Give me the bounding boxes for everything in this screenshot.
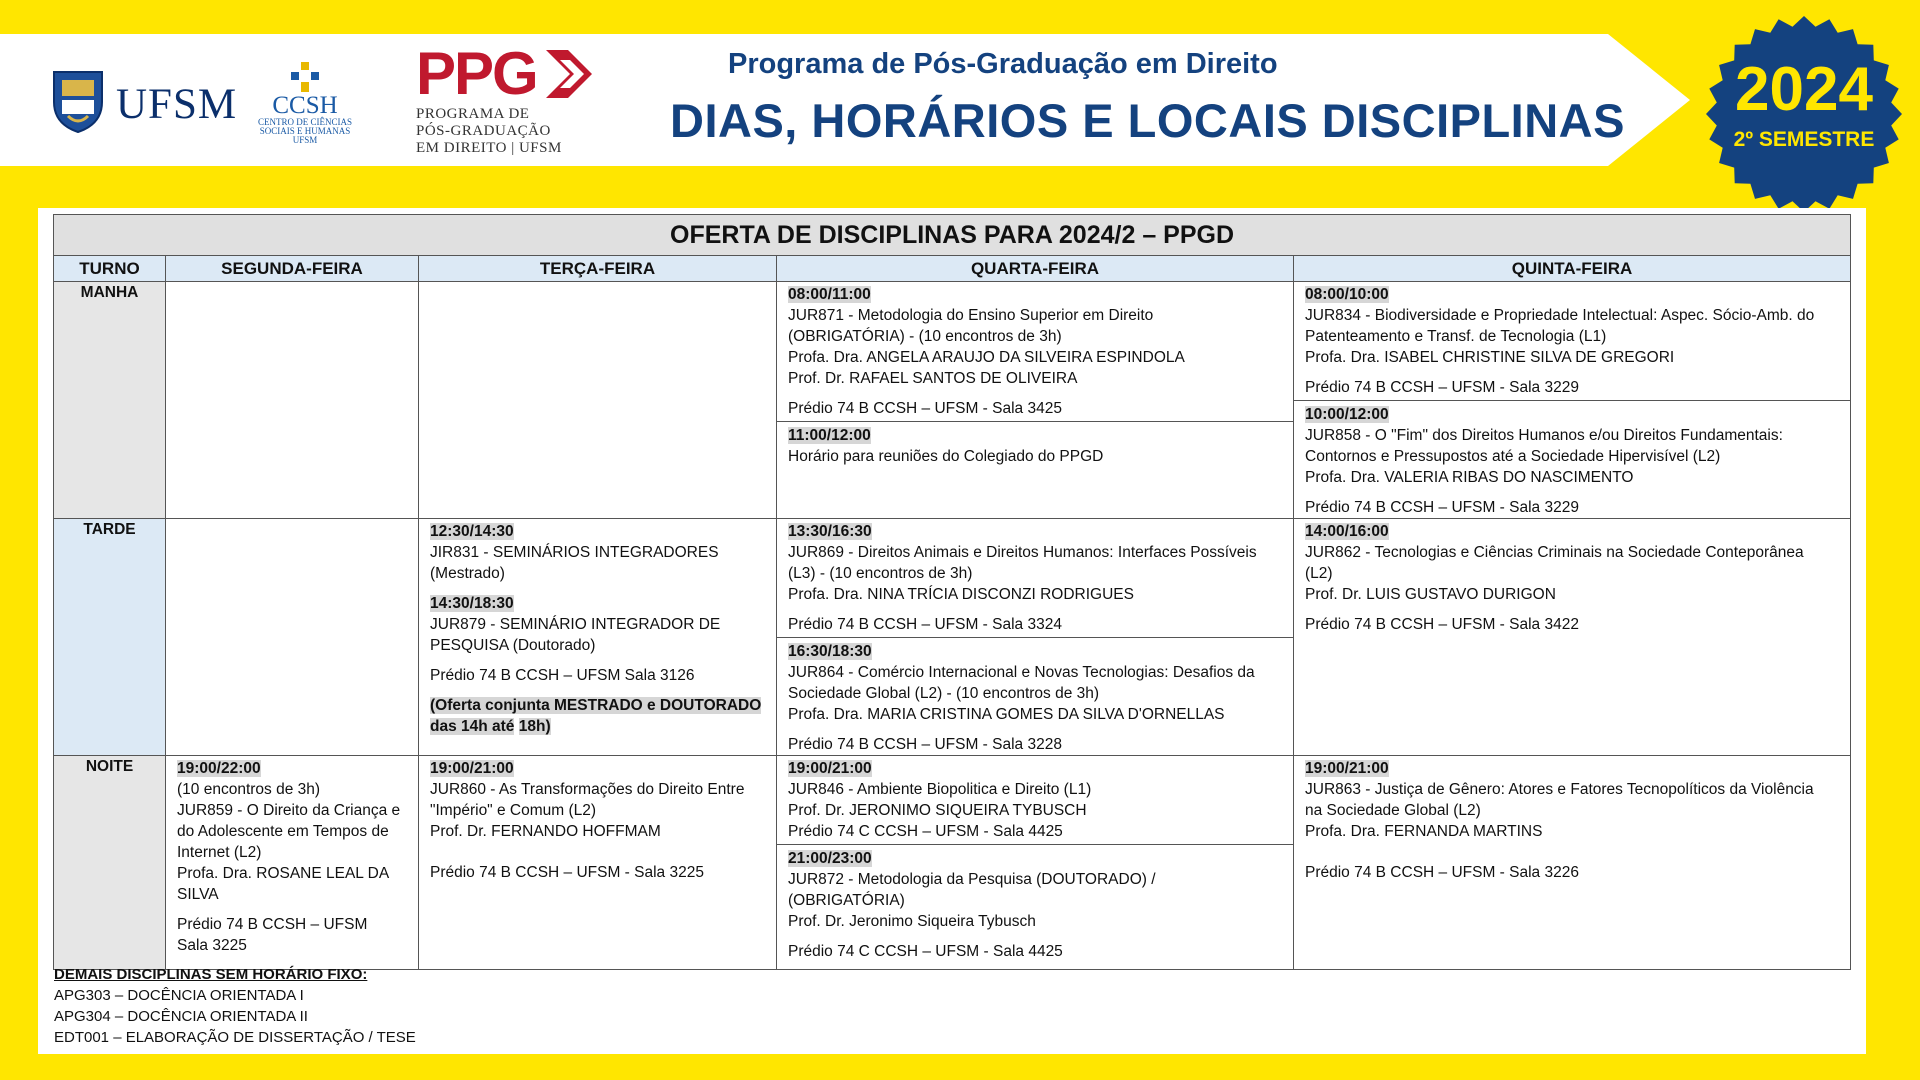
location-line: Prédio 74 B CCSH – UFSM Sala 3126 — [430, 667, 695, 684]
course-line: (OBRIGATÓRIA) - (10 encontros de 3h) — [788, 328, 1062, 345]
location-line: Prédio 74 B CCSH – UFSM - Sala 3422 — [1305, 616, 1579, 633]
cell-manha-terca — [419, 282, 777, 519]
class-block — [788, 521, 1282, 635]
course-line: JUR871 - Metodologia do Ensino Superior em Direito — [788, 307, 1154, 324]
location-line: Prédio 74 B CCSH – UFSM - Sala 3425 — [788, 400, 1062, 417]
location-line: Prédio 74 B CCSH – UFSM - Sala 3229 — [1305, 379, 1579, 396]
footer-item: APG304 – DOCÊNCIA ORIENTADA II — [54, 1008, 308, 1025]
class-block — [1305, 758, 1839, 883]
note-line: 18h) — [518, 718, 551, 735]
cell-tarde-quarta — [777, 519, 1294, 756]
professor-line: Profa. Dra. ISABEL CHRISTINE SILVA DE GREGORI — [1305, 349, 1675, 366]
class-block — [430, 521, 765, 584]
footer-item: EDT001 – ELABORAÇÃO DE DISSERTAÇÃO / TESE — [54, 1029, 416, 1046]
time-slot: 10:00/12:00 — [1305, 406, 1389, 423]
table-row-tarde — [54, 519, 1851, 756]
course-line: JUR834 - Biodiversidade e Propriedade Intelectual: Aspec. Sócio-Amb. do — [1305, 307, 1815, 324]
schedule-table — [53, 214, 1851, 970]
class-block — [777, 844, 1293, 962]
schedule-document — [38, 208, 1866, 1054]
course-line: JUR879 - SEMINÁRIO INTEGRADOR DE — [430, 616, 721, 633]
cell-noite-segunda — [166, 756, 419, 970]
class-block — [1305, 284, 1839, 398]
class-block — [430, 593, 765, 737]
class-block — [788, 284, 1282, 419]
location-line: Prédio 74 B CCSH – UFSM — [177, 916, 368, 933]
location-line: Prédio 74 C CCSH – UFSM - Sala 4425 — [788, 823, 1063, 840]
location-line: Prédio 74 B CCSH – UFSM - Sala 3228 — [788, 736, 1062, 753]
location-line: Prédio 74 B CCSH – UFSM - Sala 3226 — [1305, 864, 1579, 881]
time-slot: 16:30/18:30 — [788, 643, 872, 660]
course-line: JUR864 - Comércio Internacional e Novas Tecnologias: Desafios da — [788, 664, 1255, 681]
time-slot: 08:00/10:00 — [1305, 286, 1389, 303]
professor-line: Prof. Dr. LUIS GUSTAVO DURIGON — [1305, 586, 1556, 603]
professor-line: Prof. Dr. RAFAEL SANTOS DE OLIVEIRA — [788, 370, 1078, 387]
cell-noite-terca — [419, 756, 777, 970]
turno-tarde: TARDE — [54, 519, 166, 756]
ccsh-sub-2: SOCIAIS E HUMANAS — [259, 126, 351, 136]
class-block — [777, 637, 1293, 755]
cell-noite-quinta — [1294, 756, 1851, 970]
course-line: Contornos e Pressupostos até a Sociedade Hipervisível (L2) — [1305, 448, 1721, 465]
course-line: "Império" e Comum (L2) — [430, 802, 597, 819]
course-line: JUR860 - As Transformações do Direito Entre — [430, 781, 745, 798]
course-line: (L2) — [1305, 565, 1333, 582]
time-slot: 19:00/21:00 — [1305, 760, 1389, 777]
table-header-row — [54, 256, 1851, 282]
course-line: (Mestrado) — [430, 565, 505, 582]
time-slot: 21:00/23:00 — [788, 850, 872, 867]
time-slot: 14:00/16:00 — [1305, 523, 1389, 540]
course-line: PESQUISA (Doutorado) — [430, 637, 596, 654]
course-line: na Sociedade Global (L2) — [1305, 802, 1481, 819]
turno-manha: MANHA — [54, 282, 166, 519]
header-terca: TERÇA-FEIRA — [419, 256, 777, 282]
time-slot: 13:30/16:30 — [788, 523, 872, 540]
table-title: OFERTA DE DISCIPLINAS PARA 2024/2 – PPGD — [54, 215, 1851, 256]
class-block — [1294, 400, 1850, 518]
class-block — [788, 758, 1282, 842]
note-line: (Oferta conjunta MESTRADO e DOUTORADO — [430, 697, 762, 714]
ufsm-logo-text: UFSM — [116, 81, 238, 128]
course-line: (OBRIGATÓRIA) — [788, 892, 905, 909]
ccsh-abbr: CCSH — [272, 92, 338, 119]
header-quarta: QUARTA-FEIRA — [777, 256, 1294, 282]
program-title: Programa de Pós-Graduação em Direito — [728, 48, 1278, 80]
location-line: Prédio 74 B CCSH – UFSM - Sala 3324 — [788, 616, 1062, 633]
professor-line: Profa. Dra. ANGELA ARAUJO DA SILVEIRA ESPINDOLA — [788, 349, 1185, 366]
professor-line: Profa. Dra. NINA TRÍCIA DISCONZI RODRIGUES — [788, 586, 1134, 603]
header-turno: TURNO — [54, 256, 166, 282]
location-line: Prédio 74 B CCSH – UFSM - Sala 3229 — [1305, 499, 1579, 516]
ccsh-logo — [250, 60, 360, 150]
course-line: (10 encontros de 3h) — [177, 781, 321, 798]
course-line: JUR859 - O Direito da Criança e — [177, 802, 401, 819]
course-line: JUR846 - Ambiente Biopolitica e Direito (L1) — [788, 781, 1092, 798]
class-block — [177, 758, 407, 956]
professor-line: Prof. Dr. FERNANDO HOFFMAM — [430, 823, 661, 840]
header-segunda: SEGUNDA-FEIRA — [166, 256, 419, 282]
course-line: JUR862 - Tecnologias e Ciências Criminais na Sociedade Conteporânea — [1305, 544, 1804, 561]
professor-line: Profa. Dra. MARIA CRISTINA GOMES DA SILVA D'ORNELLAS — [788, 706, 1225, 723]
table-row-noite — [54, 756, 1851, 970]
course-line: Horário para reuniões do Colegiado do PPGD — [788, 448, 1104, 465]
class-block — [430, 758, 765, 883]
table-row-manha — [54, 282, 1851, 519]
time-slot: 19:00/22:00 — [177, 760, 261, 777]
location-line: Sala 3225 — [177, 937, 247, 954]
cell-tarde-terca — [419, 519, 777, 756]
course-line: JUR869 - Direitos Animais e Direitos Humanos: Interfaces Possíveis — [788, 544, 1257, 561]
footer-notes — [54, 964, 416, 1048]
course-line: do Adolescente em Tempos de — [177, 823, 389, 840]
cell-manha-quarta — [777, 282, 1294, 519]
class-block — [777, 421, 1293, 467]
time-slot: 08:00/11:00 — [788, 286, 871, 303]
time-slot: 14:30/18:30 — [430, 595, 514, 612]
location-line: Prédio 74 C CCSH – UFSM - Sala 4425 — [788, 943, 1063, 960]
ppg-abbr: PPG — [416, 40, 537, 107]
cell-manha-segunda — [166, 282, 419, 519]
ccsh-mark-icon — [285, 60, 325, 94]
note-line: das 14h até — [430, 718, 515, 735]
ppg-arrow-icon — [542, 46, 602, 102]
cell-manha-quinta — [1294, 282, 1851, 519]
cell-tarde-quinta — [1294, 519, 1851, 756]
time-slot: 11:00/12:00 — [788, 427, 871, 444]
ufsm-crest-icon — [48, 66, 108, 134]
course-line: (L3) - (10 encontros de 3h) — [788, 565, 973, 582]
professor-line: Prof. Dr. Jeronimo Siqueira Tybusch — [788, 913, 1036, 930]
ppg-sub-1: PROGRAMA DE — [416, 106, 530, 122]
ppg-logo — [416, 40, 606, 164]
time-slot: 19:00/21:00 — [788, 760, 872, 777]
professor-line: Profa. Dra. VALERIA RIBAS DO NASCIMENTO — [1305, 469, 1634, 486]
professor-line: SILVA — [177, 886, 219, 903]
class-block — [1305, 521, 1839, 635]
ccsh-sub-3: UFSM — [292, 135, 318, 145]
course-line: Internet (L2) — [177, 844, 262, 861]
footer-item: APG303 – DOCÊNCIA ORIENTADA I — [54, 987, 304, 1004]
course-line: JUR863 - Justiça de Gênero: Atores e Fatores Tecnopolíticos da Violência — [1305, 781, 1814, 798]
course-line: Patenteamento e Transf. de Tecnologia (L1) — [1305, 328, 1607, 345]
course-line: JIR831 - SEMINÁRIOS INTEGRADORES — [430, 544, 719, 561]
location-line: Prédio 74 B CCSH – UFSM - Sala 3225 — [430, 864, 704, 881]
ccsh-sub-1: CENTRO DE CIÊNCIAS — [258, 117, 352, 127]
turno-noite: NOITE — [54, 756, 166, 970]
professor-line: Prof. Dr. JERONIMO SIQUEIRA TYBUSCH — [788, 802, 1087, 819]
badge-semester: 2º SEMESTRE — [1733, 128, 1875, 151]
course-line: JUR872 - Metodologia da Pesquisa (DOUTORADO) / — [788, 871, 1156, 888]
professor-line: Profa. Dra. ROSANE LEAL DA — [177, 865, 390, 882]
cell-tarde-segunda — [166, 519, 419, 756]
header-quinta: QUINTA-FEIRA — [1294, 256, 1851, 282]
time-slot: 19:00/21:00 — [430, 760, 514, 777]
time-slot: 12:30/14:30 — [430, 523, 514, 540]
cell-noite-quarta — [777, 756, 1294, 970]
ppg-sub-2: PÓS-GRADUAÇÃO — [416, 123, 551, 139]
main-title: DIAS, HORÁRIOS E LOCAIS DISCIPLINAS — [670, 94, 1625, 147]
badge-year: 2024 — [1735, 55, 1873, 124]
course-line: Sociedade Global (L2) - (10 encontros de 3h) — [788, 685, 1100, 702]
professor-line: Profa. Dra. FERNANDA MARTINS — [1305, 823, 1543, 840]
ppg-sub-3: EM DIREITO | UFSM — [416, 140, 562, 156]
course-line: JUR858 - O "Fim" dos Direitos Humanos e/ou Direitos Fundamentais: — [1305, 427, 1783, 444]
footer-heading: DEMAIS DISCIPLINAS SEM HORÁRIO FIXO: — [54, 966, 368, 983]
